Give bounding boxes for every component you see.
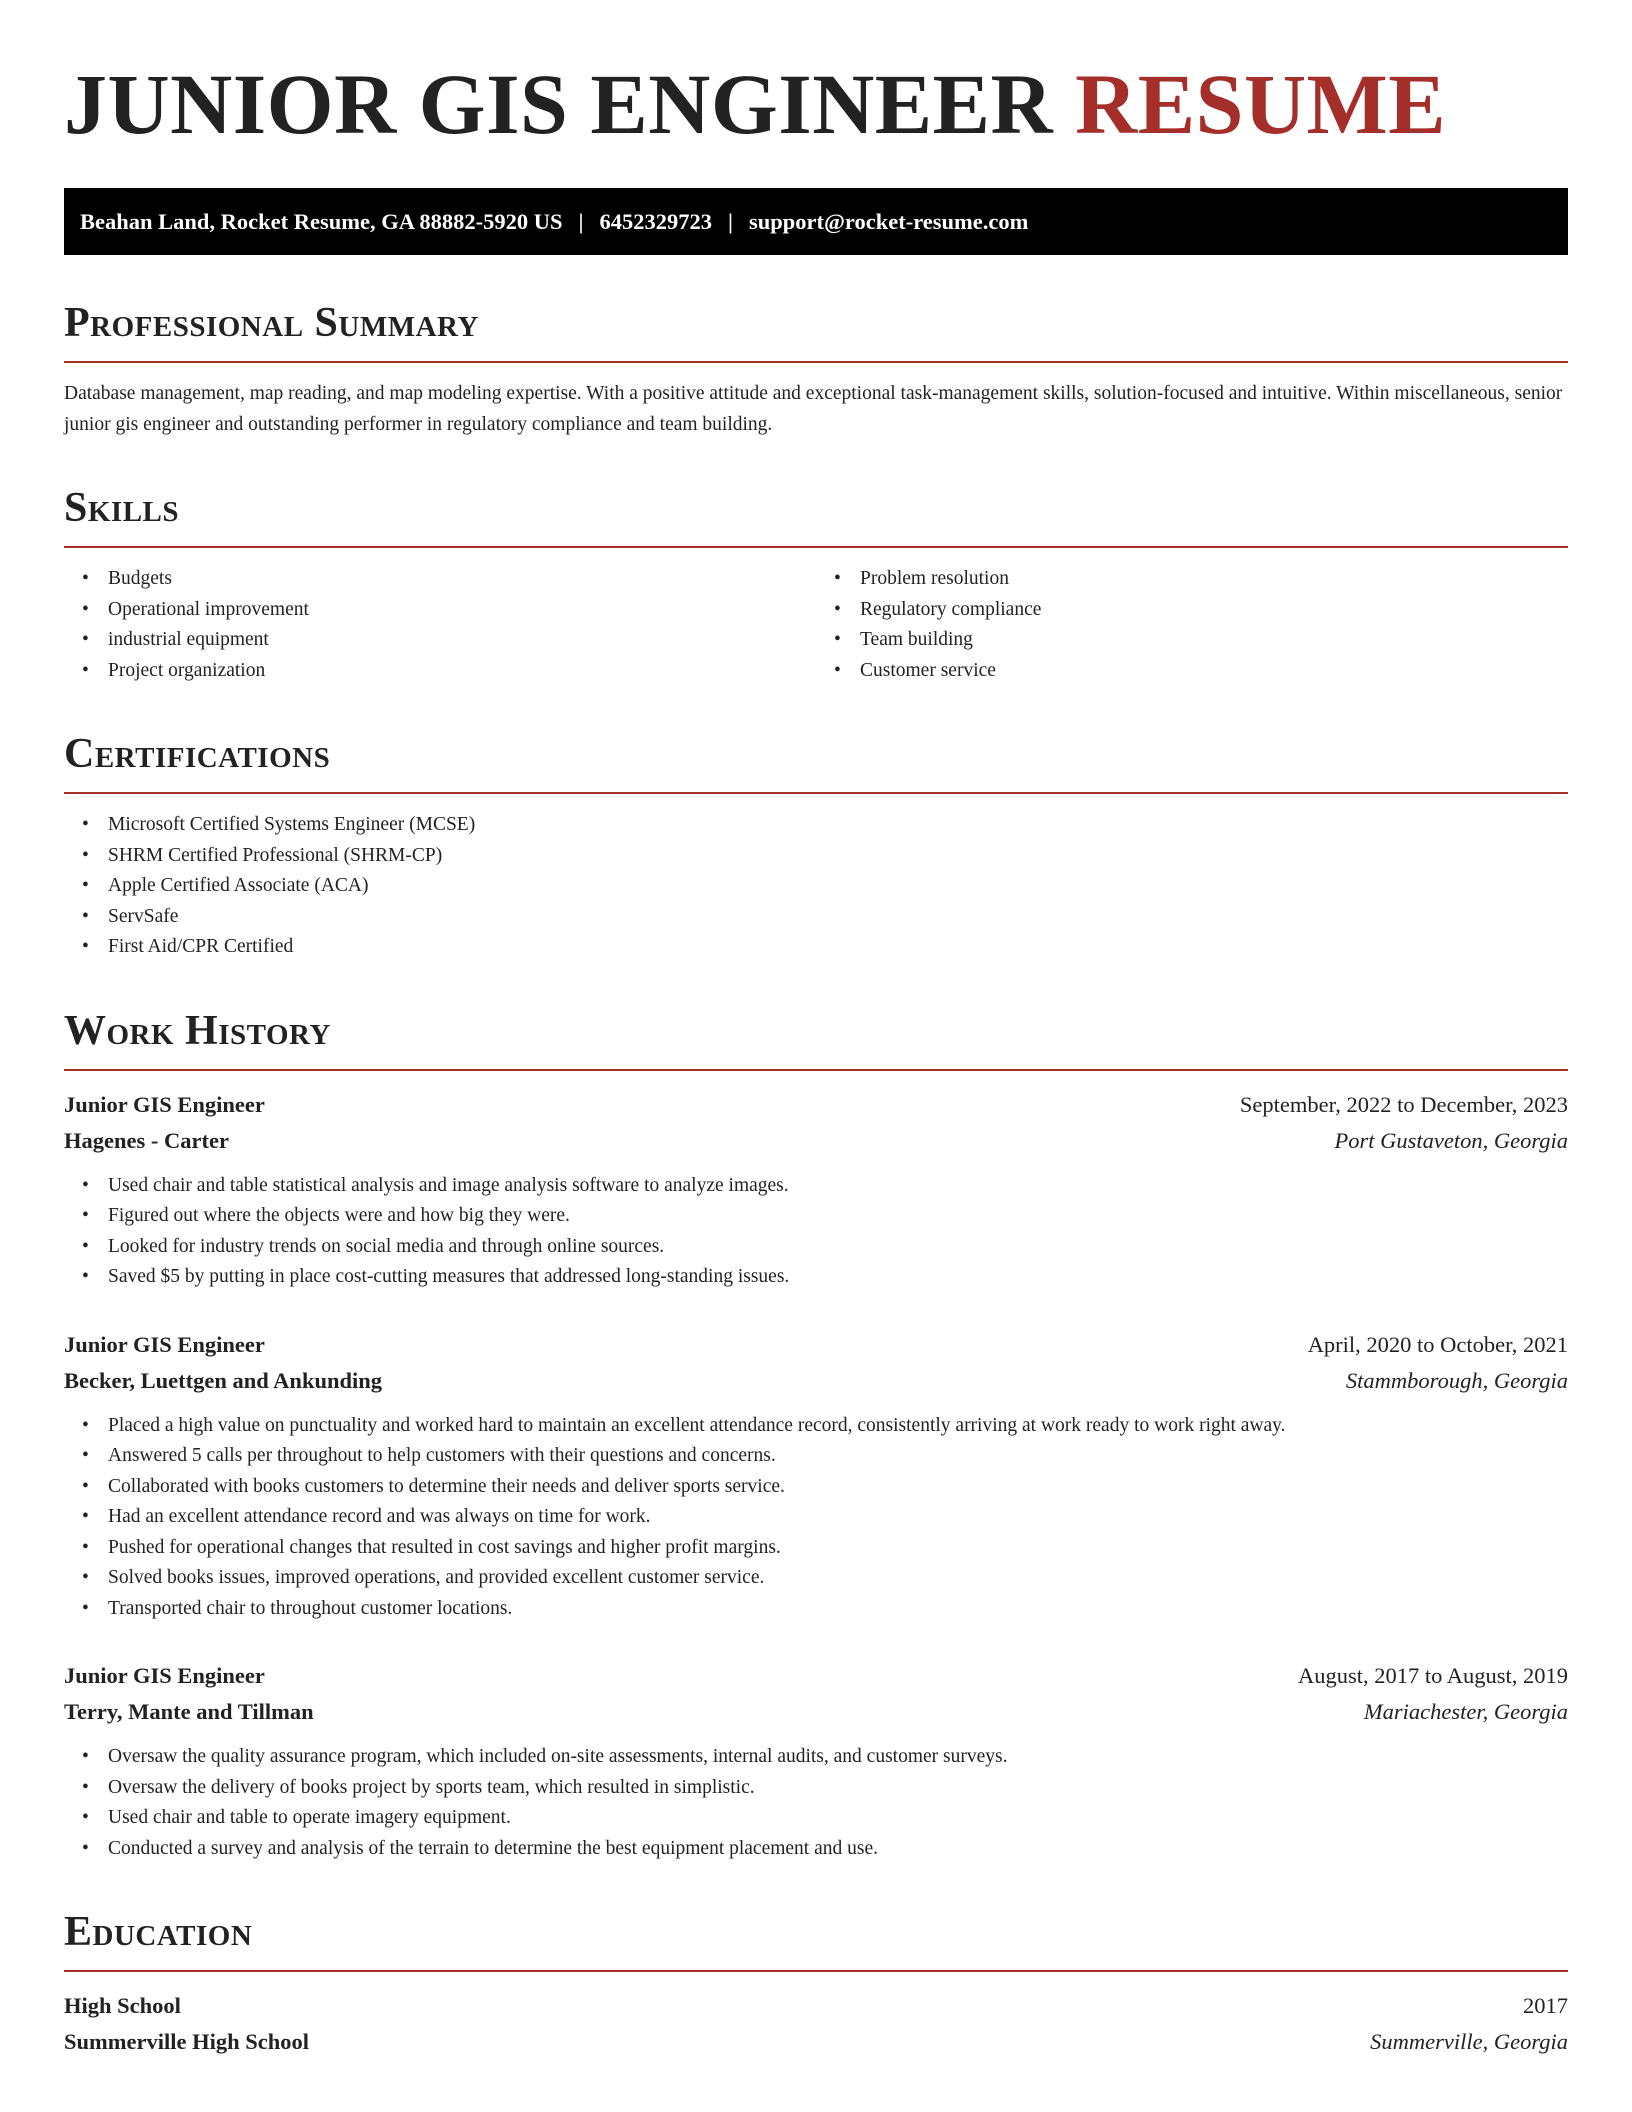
title-main: JUNIOR GIS ENGINEER	[64, 56, 1054, 152]
work-history-heading: Work History	[64, 1007, 1568, 1071]
contact-separator: |	[578, 208, 584, 234]
title-accent: RESUME	[1075, 56, 1447, 152]
job-company: Hagenes - Carter	[64, 1127, 229, 1153]
job-bullet: • Collaborated with books customers to determine their needs and deliver sports service.	[82, 1475, 785, 1497]
certification-item: • SHRM Certified Professional (SHRM-CP)	[82, 844, 443, 866]
skill-item: • Regulatory compliance	[834, 598, 1042, 620]
job-bullet: • Oversaw the delivery of books project by sports team, which resulted in simplistic.	[82, 1776, 755, 1798]
certification-item: • Microsoft Certified Systems Engineer (MCSE)	[82, 814, 476, 835]
certification-item: • Apple Certified Associate (ACA)	[82, 875, 369, 896]
contact-email[interactable]: support@rocket-resume.com	[748, 208, 1029, 234]
summary-heading: Professional Summary	[64, 299, 1568, 363]
job-location: Stammborough, Georgia	[1345, 1367, 1568, 1393]
education-entry	[64, 1988, 1568, 2060]
skill-item: • Budgets	[82, 568, 172, 589]
job-entry	[64, 1658, 1568, 1864]
skill-item: • Team building	[834, 629, 973, 650]
skill-item: • Project organization	[82, 659, 266, 681]
education-heading: Education	[64, 1908, 1568, 1972]
skills-section	[64, 484, 1568, 686]
job-bullet: • Used chair and table statistical analysis and image analysis software to analyze images.	[82, 1174, 789, 1196]
job-bullet: • Had an excellent attendance record and was always on time for work.	[82, 1506, 651, 1527]
skills-heading: Skills	[64, 484, 1568, 548]
skill-item: • Customer service	[834, 659, 996, 681]
job-entry	[64, 1087, 1568, 1293]
contact-address: Beahan Land, Rocket Resume, GA 88882-5920 US	[80, 208, 563, 234]
job-bullet: • Solved books issues, improved operations, and provided excellent customer service.	[82, 1567, 765, 1588]
job-bullet: • Looked for industry trends on social media and through online sources.	[82, 1235, 665, 1257]
job-bullets	[64, 1742, 1568, 1864]
job-bullet: • Placed a high value on punctuality and worked hard to maintain an excellent attendance record, consistently arriving at work ready to work right away.	[82, 1414, 1286, 1436]
job-bullets	[64, 1411, 1568, 1625]
job-bullet: • Used chair and table to operate imagery equipment.	[82, 1807, 511, 1828]
job-bullet: • Transported chair to throughout customer locations.	[82, 1597, 513, 1619]
job-location: Port Gustaveton, Georgia	[1334, 1127, 1568, 1153]
job-title: Junior GIS Engineer	[64, 1331, 265, 1357]
job-dates: September, 2022 to December, 2023	[1239, 1091, 1568, 1117]
job-title: Junior GIS Engineer	[64, 1663, 265, 1688]
education-year: 2017	[1523, 1993, 1568, 2018]
certification-item: • First Aid/CPR Certified	[82, 936, 294, 957]
job-bullet: • Conducted a survey and analysis of the terrain to determine the best equipment placement and use.	[82, 1837, 879, 1859]
job-bullet: • Answered 5 calls per throughout to help customers with their questions and concerns.	[82, 1445, 776, 1466]
contact-bar	[64, 188, 1568, 255]
education-school: Summerville High School	[64, 2029, 310, 2054]
skills-grid	[64, 548, 1568, 686]
job-company: Becker, Luettgen and Ankunding	[64, 1367, 383, 1393]
job-title: Junior GIS Engineer	[64, 1091, 265, 1117]
contact-separator: |	[728, 208, 733, 234]
certifications-section	[64, 730, 1568, 963]
job-bullet: • Saved $5 by putting in place cost-cutting measures that addressed long-standing issues.	[82, 1266, 790, 1287]
job-location: Mariachester, Georgia	[1363, 1699, 1568, 1724]
resume-title	[64, 56, 1568, 152]
job-dates: April, 2020 to October, 2021	[1307, 1331, 1568, 1357]
summary-text: Database management, map reading, and map modeling expertise. With a positive attitude and exceptional task-management skills, solution-focused and intuitive. Within miscellaneous, senior junior gis engineer and outstanding performer in regulatory compliance and team building.	[64, 383, 1563, 435]
certifications-list	[64, 810, 1568, 963]
skill-item: • Operational improvement	[82, 598, 309, 620]
skill-item: • industrial equipment	[82, 629, 269, 650]
skills-list-right	[816, 564, 1568, 686]
work-history-section	[64, 1007, 1568, 1865]
job-bullet: • Pushed for operational changes that resulted in cost savings and higher profit margins.	[82, 1536, 781, 1558]
contact-phone: 6452329723	[599, 208, 712, 234]
job-company: Terry, Mante and Tillman	[64, 1699, 314, 1724]
skills-list-left	[64, 564, 816, 686]
job-dates: August, 2017 to August, 2019	[1297, 1663, 1568, 1688]
certification-item: • ServSafe	[82, 905, 179, 927]
job-entry	[64, 1327, 1568, 1625]
education-section	[64, 1908, 1568, 2060]
job-bullet: • Oversaw the quality assurance program, which included on-site assessments, internal audits, and customer surveys.	[82, 1746, 1008, 1767]
certifications-heading: Certifications	[64, 730, 1568, 794]
summary-section	[64, 299, 1568, 440]
education-location: Summerville, Georgia	[1370, 2029, 1568, 2054]
job-bullet: • Figured out where the objects were and how big they were.	[82, 1205, 570, 1226]
skill-item: • Problem resolution	[834, 568, 1009, 589]
education-degree: High School	[64, 1993, 181, 2018]
job-bullets	[64, 1171, 1568, 1293]
